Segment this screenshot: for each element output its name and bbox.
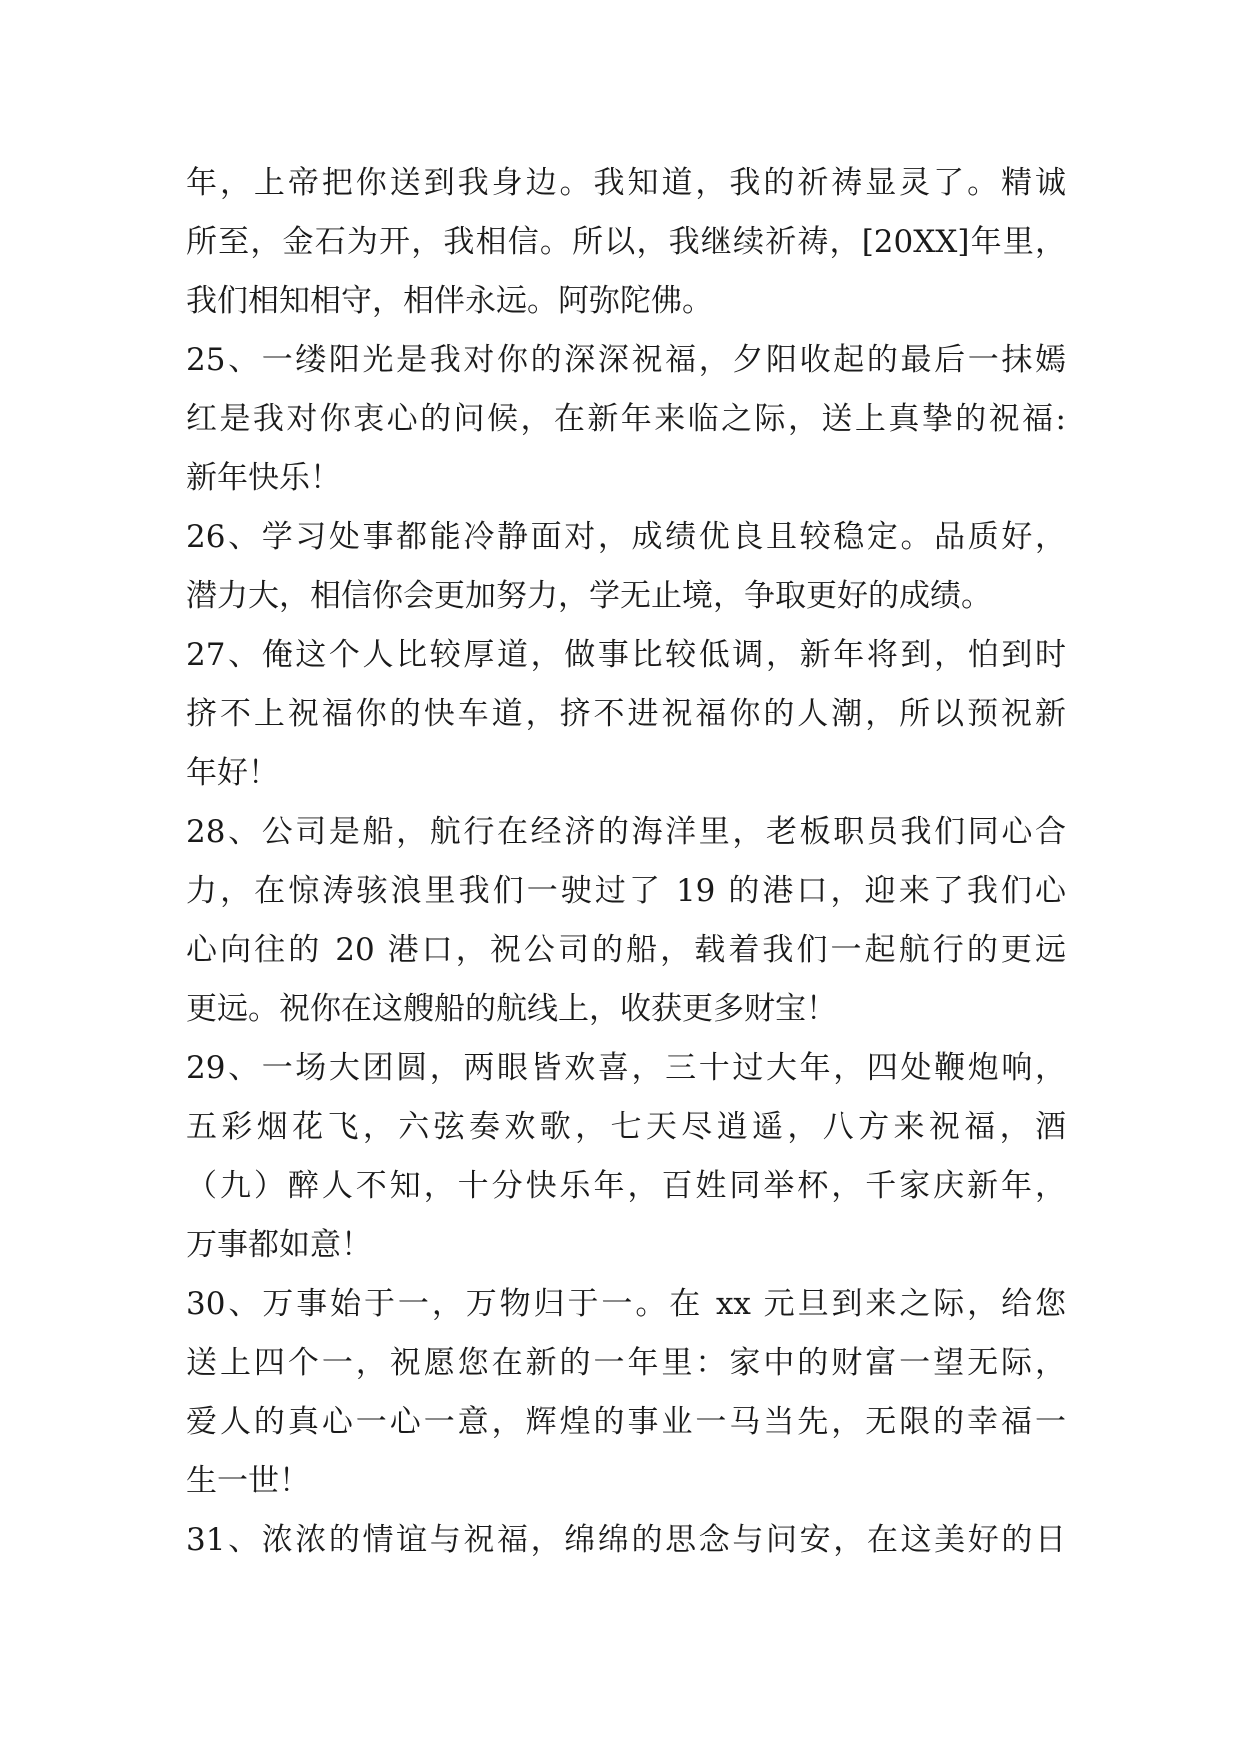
text-line: 26、学习处事都能冷静面对，成绩优良且较稳定。品质好， [186, 519, 1066, 555]
text-line: 红是我对你衷心的问候，在新年来临之际，送上真挚的祝福: [186, 401, 1066, 437]
text-line: 30、万事始于一，万物归于一。在 xx 元旦到来之际，给您 [186, 1286, 1066, 1322]
text-line: 送上四个一，祝愿您在新的一年里：家中的财富一望无际， [186, 1345, 1066, 1381]
text-line: 五彩烟花飞，六弦奏欢歌，七天尽逍遥，八方来祝福，酒 [186, 1109, 1066, 1145]
text-line: 29、一场大团圆，两眼皆欢喜，三十过大年，四处鞭炮响， [186, 1050, 1066, 1086]
text-line: 年好！ [186, 755, 279, 791]
text-line: 年，上帝把你送到我身边。我知道，我的祈祷显灵了。精诚 [186, 165, 1066, 201]
text-line: 力，在惊涛骇浪里我们一驶过了 19 的港口，迎来了我们心 [186, 873, 1066, 909]
text-line: 我们相知相守，相伴永远。阿弥陀佛。 [186, 283, 713, 319]
text-line: 27、俺这个人比较厚道，做事比较低调，新年将到，怕到时 [186, 637, 1066, 673]
text-line: 心向往的 20 港口，祝公司的船，载着我们一起航行的更远 [186, 932, 1066, 968]
document-body [186, 154, 1066, 1570]
text-line: （九）醉人不知，十分快乐年，百姓同举杯，千家庆新年， [186, 1168, 1066, 1204]
text-line: 生一世！ [186, 1463, 310, 1499]
text-line: 所至，金石为开，我相信。所以，我继续祈祷，[20XX]年里， [186, 224, 1066, 260]
text-line: 新年快乐！ [186, 460, 341, 496]
text-line: 万事都如意！ [186, 1227, 372, 1263]
text-line: 潜力大，相信你会更加努力，学无止境，争取更好的成绩。 [186, 578, 992, 614]
text-line: 28、公司是船，航行在经济的海洋里，老板职员我们同心合 [186, 814, 1066, 850]
text-line: 爱人的真心一心一意，辉煌的事业一马当先，无限的幸福一 [186, 1404, 1066, 1440]
text-line: 31、浓浓的情谊与祝福，绵绵的思念与问安，在这美好的日 [186, 1522, 1066, 1558]
text-line: 挤不上祝福你的快车道，挤不进祝福你的人潮，所以预祝新 [186, 696, 1066, 732]
text-line: 更远。祝你在这艘船的航线上，收获更多财宝！ [186, 991, 837, 1027]
text-line: 25、一缕阳光是我对你的深深祝福，夕阳收起的最后一抹嫣 [186, 342, 1066, 378]
